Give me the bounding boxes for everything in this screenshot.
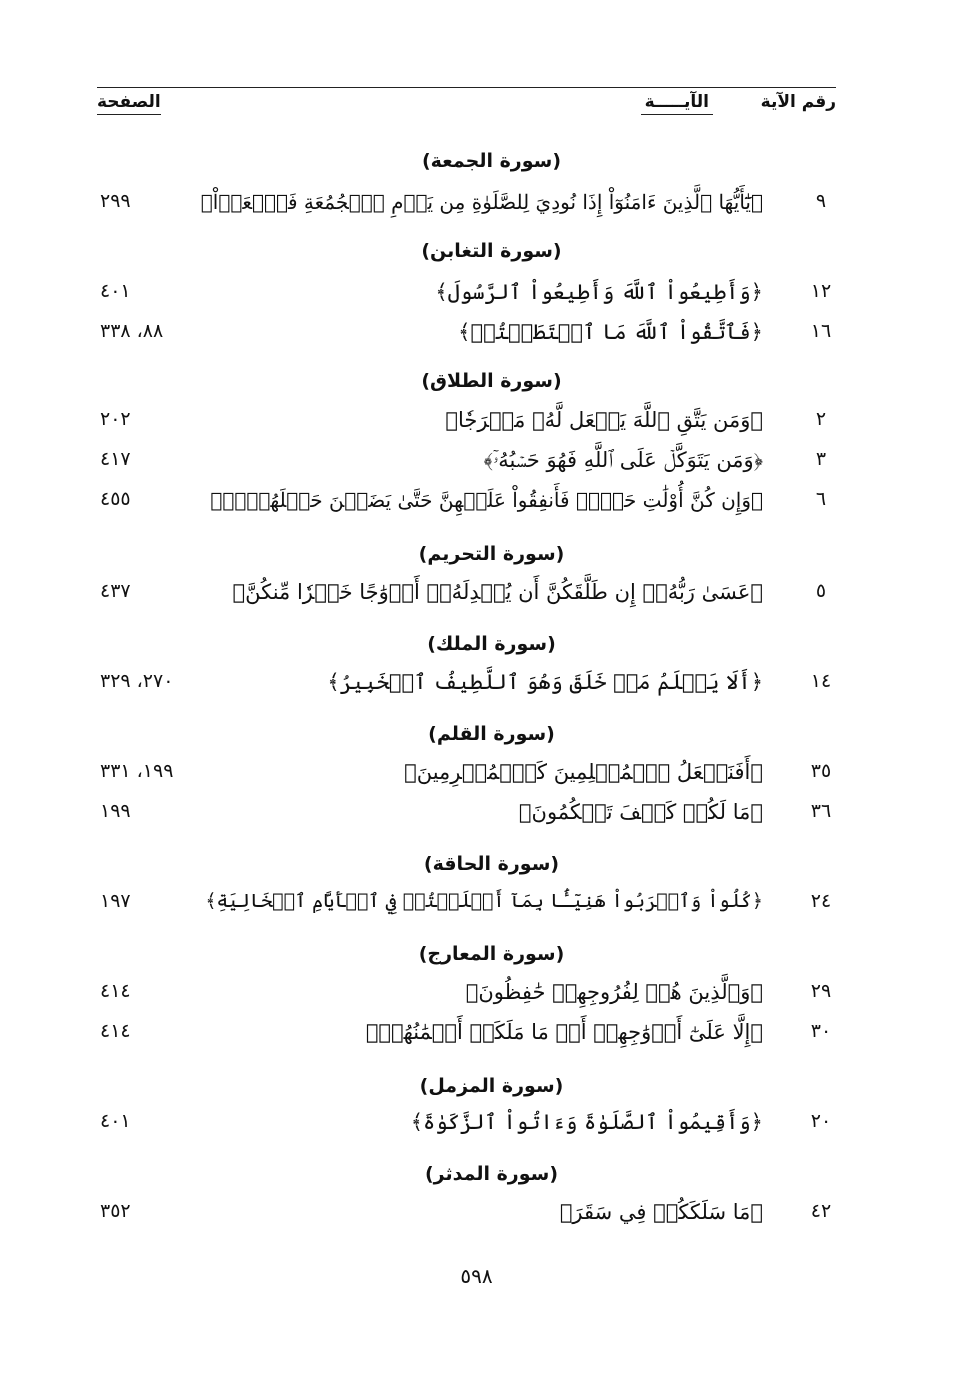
ayah-text: ﴿وَٱلَّذِينَ هُمۡ لِفُرُوجِهِمۡ حَٰفِظُونَ﴾ xyxy=(465,980,763,1004)
page-reference: ٤٣٧ xyxy=(100,580,131,602)
ayah-text: ﴿أَلَا يَعۡلَمُ مَنۡ خَلَقَ وَهُوَ ٱللَّطِيفُ ٱلۡخَبِيرُ﴾ xyxy=(327,670,763,694)
index-row xyxy=(0,448,953,482)
index-row xyxy=(0,1200,953,1234)
surah-heading: (سورة المدثر) xyxy=(424,1163,559,1185)
surah-heading: (سورة الملك) xyxy=(427,633,556,655)
ayah-number: ٢ xyxy=(815,408,827,430)
page-reference: ٤٠١ xyxy=(100,280,131,302)
ayah-text: ﴿فَٱتَّقُواْ ٱللَّهَ مَا ٱسۡتَطَعۡتُمۡ﴾ xyxy=(458,320,763,344)
column-header-ayah-number: رقم الآية xyxy=(760,92,836,112)
top-rule xyxy=(97,87,836,88)
column-header-page: الصفحة xyxy=(97,92,161,115)
ayah-text: ﴿مَا لَكُمۡ كَيۡفَ تَحۡكُمُونَ﴾ xyxy=(518,800,763,824)
index-row xyxy=(0,670,953,704)
ayah-number: ٥ xyxy=(815,580,827,602)
ayah-text: ﴿وَأَقِيمُواْ ٱلصَّلَوٰةَ وَءَاتُواْ ٱلزَّكَوٰةَ﴾ xyxy=(410,1110,763,1134)
index-row xyxy=(0,760,953,794)
ayah-number: ١٢ xyxy=(810,280,832,302)
page-reference: ٢٩٩ xyxy=(100,190,131,212)
ayah-number: ٦ xyxy=(815,488,827,510)
ayah-text: ﴿أَفَنَجۡعَلُ ٱلۡمُسۡلِمِينَ كَٱلۡمُجۡرِمِينَ﴾ xyxy=(404,760,763,784)
page-number: ٥٩٨ xyxy=(460,1264,493,1288)
page-reference: ١٩٩ xyxy=(100,800,131,822)
ayah-number: ٣٥ xyxy=(810,760,832,782)
ayah-number: ١٤ xyxy=(810,670,832,692)
ayah-text: ﴿وَإِن كُنَّ أُوْلَٰتِ حَمۡلٖ فَأَنفِقُواْ عَلَيۡهِنَّ حَتَّىٰ يَضَعۡنَ حَمۡلَهُنَّۚ﴾ xyxy=(210,488,763,512)
surah-heading: (سورة الطلاق) xyxy=(421,370,562,392)
index-row xyxy=(0,800,953,834)
page-reference: ١٩٩، ٣٣١ xyxy=(100,760,174,782)
index-row xyxy=(0,280,953,314)
ayah-number: ٤٢ xyxy=(810,1200,832,1222)
page-reference: ٤١٤ xyxy=(100,1020,131,1042)
ayah-text: ﴿مَا سَلَكَكُمۡ فِي سَقَرَ﴾ xyxy=(559,1200,763,1224)
ayah-text: ﴿كُلُواْ وَٱشۡرَبُواْ هَنِيٓـَٔۢا بِمَآ أَسۡلَفۡتُمۡ فِي ٱلۡأَيَّامِ ٱلۡخَالِيَةِ﴾ xyxy=(205,890,763,912)
surah-heading: (سورة التحريم) xyxy=(418,543,565,565)
ayah-text: ﴿وَمَن يَتَّقِ ٱللَّهَ يَجۡعَل لَّهُۥ مَخۡرَجٗا﴾ xyxy=(445,408,763,432)
surah-heading: (سورة الجمعة) xyxy=(421,150,562,172)
page-reference: ٤٥٥ xyxy=(100,488,131,510)
index-row xyxy=(0,1020,953,1054)
ayah-text: ﴿يَٰٓأَيُّهَا ٱلَّذِينَ ءَامَنُوٓاْ إِذَا نُودِيَ لِلصَّلَوٰةِ مِن يَوۡمِ ٱلۡجُمُعَةِ فَٱسۡعَوۡاْ﴾ xyxy=(200,190,763,214)
index-row xyxy=(0,980,953,1014)
ayah-number: ٢٠ xyxy=(810,1110,832,1132)
ayah-number: ٩ xyxy=(815,190,827,212)
page-reference: ٤١٧ xyxy=(100,448,131,470)
ayah-number: ١٦ xyxy=(810,320,832,342)
ayah-text: ﴿وَأَطِيعُواْ ٱللَّهَ وَأَطِيعُواْ ٱلرَّسُولَ﴾ xyxy=(435,280,763,304)
surah-heading: (سورة المزمل) xyxy=(419,1075,564,1097)
ayah-number: ٣٦ xyxy=(810,800,832,822)
ayah-number: ٣٠ xyxy=(810,1020,832,1042)
index-row xyxy=(0,890,953,924)
surah-heading: (سورة الحاقة) xyxy=(423,853,560,875)
page-reference: ٨٨، ٣٣٨ xyxy=(100,320,164,342)
surah-heading: (سورة المعارج) xyxy=(418,943,565,965)
page-reference: ٢٧٠، ٣٢٩ xyxy=(100,670,174,692)
ayah-text: ﴿إِلَّا عَلَىٰٓ أَزۡوَٰجِهِمۡ أَوۡ مَا مَلَكَتۡ أَيۡمَٰنُهُمۡ﴾ xyxy=(365,1020,763,1044)
index-row xyxy=(0,1110,953,1144)
ayah-number: ٢٤ xyxy=(810,890,832,912)
page-reference: ١٩٧ xyxy=(100,890,131,912)
page-reference: ٣٥٢ xyxy=(100,1200,131,1222)
surah-heading: (سورة القلم) xyxy=(428,723,555,745)
ayah-number: ٢٩ xyxy=(810,980,832,1002)
ayah-text: ﴿وَمَن يَتَوَكَّلۡ عَلَى ٱللَّهِ فَهُوَ حَسۡبُهُۥٓ﴾ xyxy=(483,448,763,472)
index-row xyxy=(0,408,953,442)
page-reference: ٢٠٢ xyxy=(100,408,131,430)
page-reference: ٤٠١ xyxy=(100,1110,131,1132)
index-row xyxy=(0,488,953,522)
ayah-text: ﴿عَسَىٰ رَبُّهُۥٓ إِن طَلَّقَكُنَّ أَن يُبۡدِلَهُۥٓ أَزۡوَٰجًا خَيۡرٗا مِّنكُنَّ﴾ xyxy=(232,580,763,604)
index-row xyxy=(0,320,953,354)
surah-heading: (سورة التغابن) xyxy=(421,240,562,262)
page-reference: ٤١٤ xyxy=(100,980,131,1002)
index-row xyxy=(0,190,953,224)
index-row xyxy=(0,580,953,614)
ayah-number: ٣ xyxy=(815,448,827,470)
column-header-ayah: الآيـــــة xyxy=(641,92,713,115)
